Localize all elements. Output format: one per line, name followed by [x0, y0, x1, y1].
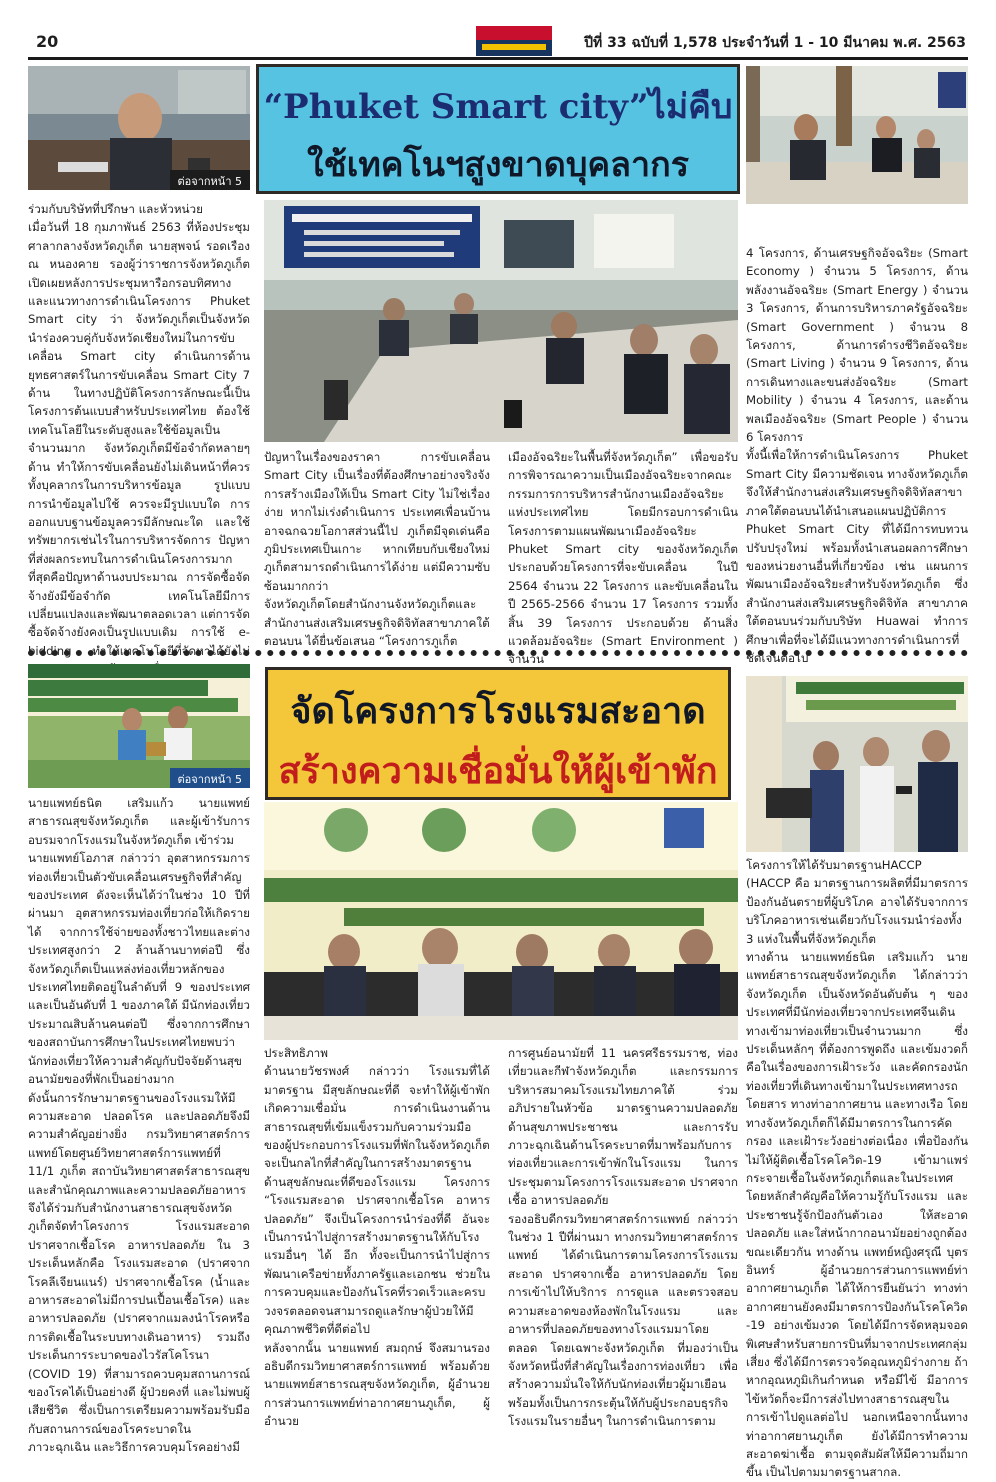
article1-col3-text: เมืองอัจฉริยะในพื้นที่จังหวัดภูเก็ต” เพื่อขอรับการพิจารณาความเป็นเมืองอัจฉริยะจากคณะกรรมการการบริหารสำนักงานเมืองอัจฉริยะแห่งประเทศไทย โดยมีกรอบการดำเนินโครงการตามแผนพัฒนาเมืองอัจฉริยะ Phuket Smart city ของจังหวัดภูเก็ต ประกอบด้วยโครงการที่จะขับเคลื่อน ในปี 2564 จำนวน 22 โครงการ และขับเคลื่อนในปี 2565-2566 จำนวน 17 โครงการ รวมทั้งสิ้น 39 โครงการ ประกอบด้วย ด้านสิ่งแวดล้อมอัจฉริยะ (Smart Environment ) จำนวน	[508, 450, 738, 667]
article1-col1-text: ร่วมกับบริษัทที่ปรึกษา และหัวหน่วย เมื่อวันที่ 18 กุมภาพันธ์ 2563 ที่ห้องประชุมศาลากลางจังหวัดภูเก็ต นายสุพจน์ รอดเรือง ณ หนองคาย รองผู้ว่าราชการจังหวัดภูเก็ต เปิดเผยหลังการประชุมหารือกรอบทิศทางและแนวทางการดำเนินโครงการ Phuket Smart city ว่า จังหวัดภูเก็ตเป็นจังหวัดนำร่องควบคู่กับจังหวัดเชียงใหม่ในการขับเคลื่อน Smart city ดำเนินการด้านยุทธศาสตร์ในการขับเคลื่อน Smart City 7 ด้าน ในทางปฏิบัติโครงการลักษณะนี้เป็นโครงการต้นแบบสำหรับประเทศไทย ต้องใช้เทคโนโลยีในระดับสูงและใช้ข้อมูลเป็นจำนวนมาก จังหวัดภูเก็ตมีข้อจำกัดหลายๆ ด้าน ทำให้การขับเคลื่อนยังไม่เดินหน้าที่ควรทั้งบุคลากรในการบริหารข้อมูล รูปแบบการนำข้อมูลไปใช้ ควรจะมีรูปแบบใด การออกแบบฐานข้อมูลควรมีลักษณะใด และใช้ทรัพยากรเช่นไรในการบริหารจัดการ ปัญหาที่ส่งผลกระทบในการดำเนินโครงการมากที่สุดคือปัญหาด้านงบประมาณ การจัดซื้อจัดจ้างยังมีข้อจำกัด เทคโนโลยีมีการเปลี่ยนแปลงและพัฒนาตลอดเวลา แต่การจัดซื้อจัดจ้างยังคงเป็นรูปแบบเดิม การใช้ e-bidding ทำให้เทคโนโลยีที่จัดหาได้ยังไม่	[28, 202, 250, 658]
article1-column-3	[508, 448, 738, 669]
article1-headline-box	[256, 64, 740, 194]
article1-column-1	[28, 200, 250, 679]
article1-col2-text: ปัญหาในเรื่องของราคา การขับเคลื่อน Smart City เป็นเรื่องที่ต้องศึกษาอย่างจริงจัง การสร้างเมืองให้เป็น Smart City ไม่ใช่เรื่องง่าย หากไม่เร่งดำเนินการ ประเทศเพื่อนบ้านอาจฉกฉวยโอกาสส่วนนี้ไป ภูเก็ตมีจุดเด่นคือภูมิประเทศเป็นเกาะ หากเทียบกับเชียงใหม่ภูเก็ตสามารถดำเนินการได้ง่าย แต่มีความซับซ้อนมากกว่า จังหวัดภูเก็ตโดยสำนักงานจังหวัดภูเก็ตและสำนักงานส่งเสริมเศรษฐกิจดิจิทัลสาขาภาคใต้ตอนบน ได้ยื่นข้อเสนอ “โครงการภูเก็ต	[264, 450, 490, 649]
article2-col4-text: โครงการให้ได้รับมาตรฐานHACCP (HACCP คือ มาตรฐานการผลิตที่มีมาตรการป้องกันอันตรายที่ผู้บริโภค อาจได้รับจากการบริโภคอาหารเช่นเดียวกับโรงแรมนำร่องทั้ง 3 แห่งในพื้นที่จังหวัดภูเก็ต ทางด้าน นายแพทย์ธนิต เสริมแก้ว นายแพทย์สาธารณสุขจังหวัดภูเก็ต ได้กล่าวว่า จังหวัดภูเก็ต เป็นจังหวัดอันดับต้น ๆ ของประเทศที่มีนักท่องเที่ยวจากประเทศจีนเดินทางเข้ามาท่องเที่ยวเป็นจำนวนมาก ซึ่งประเด็นหลักๆ ที่ต้องการพูดถึง และเข้มงวดก็คือในเรื่องของการเฝ้าระวัง และคัดกรองนักท่องเที่ยวที่เดินทางเข้ามาในประเทศทางรถโดยสาร ทางท่าอากาศยาน และทางเรือ โดยทางจังหวัดภูเก็ตก็ได้มีมาตรการในการคัดกรอง และเฝ้าระวังอย่างต่อเนื่อง เพื่อป้องกันไม่ให้ผู้ติดเชื้อโรคโควิด-19 เข้ามาแพร่กระจายเชื้อในจังหวัดภูเก็ตและในประเทศ โดยหลักสำคัญคือให้ความรู้กับโรงแรม และประชาชนรู้จักป้องกันตัวเอง ให้สะอาด ปลอดภัย และใส่หน้ากากอนามัยอย่างถูกต้อง ขณะเดียวกัน ทางด้าน แพทย์หญิงศรุณี บุตรอินทร์ ผู้อำนวยการส่วนการแพทย์ท่าอากาศยานภูเก็ต ได้ให้การยืนยันว่า ทางท่าอากาศยานยังคงมีมาตรการป้องกันโรคโควิด -19 อย่างเข้มงวด โดยได้มีการจัดหลุมจอดพิเศษสำหรับสายการบินที่มาจากประเทศกลุ่มเสี่ยง ซึ่งได้มีการตรวจวัดอุณหภูมิร่างกาย ถ้าหากอุณหภูมิเกินกำหนด หรือมีไข้ มีอาการไข้หวัดก็จะมีการส่งไปทางสาธารณสุขในการเข้าไปดูแลต่อไป นอกเหนือจากนั้นทางท่าอากาศยานภูเก็ต ยังได้มีการทำความสะอาดฆ่าเชื้อ ตามจุดสัมผัสให้มีความถี่มากขึ้น เป็นไปตามมาตรฐานสากล.	[746, 858, 968, 1480]
article2-headline-box	[265, 667, 731, 800]
article2-column-1	[28, 794, 250, 1457]
continued-from-tag-2: ต่อจากหน้า 5	[170, 768, 250, 788]
article2-column-3	[508, 1044, 738, 1431]
article1-col4-text: 4 โครงการ, ด้านเศรษฐกิจอัจฉริยะ (Smart Economy ) จำนวน 5 โครงการ, ด้านพลังงานอัจฉริยะ (Smart Energy ) จำนวน 3 โครงการ, ด้านการบริหารภาครัฐอัจฉริยะ (Smart Government ) จำนวน 8 โครงการ, ด้านการดำรงชีวิตอัจฉริยะ (Smart Living ) จำนวน 9 โครงการ, ด้านการเดินทางและขนส่งอัจฉริยะ (Smart Mobility ) จำนวน 4 โครงการ, และด้านพลเมืองอัจฉริยะ (Smart People ) จำนวน 6 โครงการ ทั้งนี้เพื่อให้การดำเนินโครงการ Phuket Smart City มีความชัดเจน ทางจังหวัดภูเก็ตจึงให้สำนักงานส่งเสริมเศรษฐกิจดิจิทัลสาขาภาคใต้ตอนบนได้นำเสนอแผนปฏิบัติการ Phuket Smart City ที่ได้มีการทบทวนปรับปรุงใหม่ พร้อมทั้งนำเสนอผลการศึกษาของหน่วยงานอื่นที่เกี่ยวข้อง เช่น แผนการพัฒนาเมืองอัจฉริยะสำหรับจังหวัดภูเก็ต ซึ่งสำนักงานส่งเสริมเศรษฐกิจดิจิทัล สาขาภาคใต้ตอนบนร่วมกับบริษัท Huawai ทำการศึกษาเพื่อที่จะได้มีแนวทางการดำเนินการที่ชัดเจนต่อไป	[746, 246, 968, 665]
continued-from-tag: ต่อจากหน้า 5	[170, 170, 250, 190]
article2-headline-line2: สร้างความเชื่อมั่นให้ผู้เข้าพัก	[278, 750, 718, 792]
page-number: 20	[36, 32, 59, 51]
article1-photo-meeting-right	[746, 66, 968, 204]
article2-column-4	[746, 856, 968, 1482]
section-divider	[28, 650, 968, 656]
article1-photo-command-center	[264, 200, 738, 442]
article1-headline-line2: ใช้เทคโนฯสูงขาดบุคลากร	[307, 145, 689, 185]
article2-column-2	[264, 1044, 490, 1431]
article2-headline-line1: จัดโครงการโรงแรมสะอาด	[290, 690, 706, 732]
article2-col3-text: การศูนย์อนามัยที่ 11 นครศรีธรรมราช, ท่องเที่ยวและกีฬาจังหวัดภูเก็ต และกรรมการบริหารสมาคมโรงแรมไทยภาคใต้ ร่วมอภิปรายในหัวข้อ มาตรฐานความปลอดภัยด้านสุขภาพประชาชน และการรับภาวะฉุกเฉินด้านโรคระบาดที่มาพร้อมกับการท่องเที่ยวและการเข้าพักในโรงแรม ในการประชุมตามโครงการโรงแรมสะอาด ปราศจากเชื้อ อาหารปลอดภัย รองอธิบดีกรมวิทยาศาสตร์การแพทย์ กล่าวว่า ในช่วง 1 ปีที่ผ่านมา ทางกรมวิทยาศาสตร์การแพทย์ ได้ดำเนินการตามโครงการโรงแรมสะอาด ปราศจากเชื้อ อาหารปลอดภัย โดยการเข้าไปให้บริการ การดูแล และตรวจสอบความสะอาดของห้องพักในโรงแรม และอาหารที่ปลอดภัยของทางโรงแรมมาโดยตลอด โดยเฉพาะจังหวัดภูเก็ต ที่มองว่าเป็นจังหวัดหนึ่งที่สำคัญในเรื่องการท่องเที่ยว เพื่อสร้างความมั่นใจให้กับนักท่องเที่ยวผู้มาเยือน พร้อมทั้งเป็นการกระตุ้นให้กับผู้ประกอบธุรกิจโรงแรมในรายอื่นๆ ในการดำเนินการตาม	[508, 1046, 738, 1429]
page-header	[28, 24, 968, 60]
newspaper-logo	[476, 26, 552, 56]
article2-col1-text: นายแพทย์ธนิต เสริมแก้ว นายแพทย์สาธารณสุขจังหวัดภูเก็ต และผู้เข้ารับการอบรมจากโรงแรมในจังหวัดภูเก็ต เข้าร่วม นายแพทย์โอภาส กล่าวว่า อุตสาหกรรมการท่องเที่ยวเป็นตัวขับเคลื่อนเศรษฐกิจที่สำคัญของประเทศ ดังจะเห็นได้ว่าในช่วง 10 ปีที่ผ่านมา อุตสาหกรรมท่องเที่ยวก่อให้เกิดรายได้ จากการใช้จ่ายของทั้งชาวไทยและต่างประเทศสูงกว่า 2 ล้านล้านบาทต่อปี ซึ่งจังหวัดภูเก็ตเป็นแหล่งท่องเที่ยวหลักของประเทศไทยติดอยู่ในลำดับที่ 9 ของประเทศ และเป็นอันดับที่ 1 ของภาคใต้ มีนักท่องเที่ยวประมาณสิบล้านคนต่อปี ซึ่งจากการศึกษาของสถาบันการศึกษาในประเทศไทยพบว่า นักท่องเที่ยวให้ความสำคัญกับปัจจัยด้านสุขอนามัยของที่พักเป็นอย่างมาก ดังนั้นการรักษามาตรฐานของโรงแรมให้มีความสะอาด ปลอดโรค และปลอดภัยจึงมีความสำคัญอย่างยิ่ง กรมวิทยาศาสตร์การแพทย์โดยศูนย์วิทยาศาสตร์การแพทย์ที่ 11/1 ภูเก็ต สถาบันวิทยาศาสตร์สาธารณสุข และสำนักคุณภาพและความปลอดภัยอาหาร จึงได้ร่วมกับสำนักงานสาธารณสุขจังหวัดภูเก็ตจัดทำโครงการ โรงแรมสะอาด ปราศจากเชื้อโรค อาหารปลอดภัย ใน 3 ประเด็นหลักคือ โรงแรมสะอาด (ปราศจากโรคลีเจียนแนร์) ปราศจากเชื้อโรค (น้ำและอาหารสะอาดไม่มีการปนเปื้อนเชื้อโรค) และอาหารปลอดภัย (ปราศจากแมลงนำโรคหรือการติดเชื้อในระบบทางเดินอาหาร) รวมถึงประเด็นการระบาดของไวรัสโคโรนา (COVID 19) ที่สามารถควบคุมสถานการณ์ของโรคได้เป็นอย่างดี ผู้ป่วยคงที่ และไม่พบผู้เสียชีวิต ซึ่งเป็นการเตรียมความพร้อมรับมือกับสถานการณ์ของโรคระบาดในภาวะฉุกเฉิน และวิธีการควบคุมโรคอย่างมี	[28, 796, 250, 1455]
article1-photo-speaker	[28, 66, 250, 190]
article1-headline-line1: “Phuket Smart city”ไม่คืบ	[263, 87, 733, 127]
article2-photo-certificate	[28, 664, 250, 788]
article2-photo-hotel-event	[264, 802, 738, 1040]
article2-col2-text: ประสิทธิภาพ ด้านนายวัชรพงศ์ กล่าวว่า โรงแรมที่ได้มาตรฐาน มีสุขลักษณะที่ดี จะทำให้ผู้เข้าพักเกิดความเชื่อมั่น การดำเนินงานด้านสาธารณสุขที่เข้มแข็งรวมกับความร่วมมือของผู้ประกอบการโรงแรมที่พักในจังหวัดภูเก็ต จะเป็นกลไกที่สำคัญในการสร้างมาตรฐานด้านสุขลักษณะที่ดีของโรงแรม โครงการ “โรงแรมสะอาด ปราศจากเชื้อโรค อาหารปลอดภัย” จึงเป็นโครงการนำร่องที่ดี อันจะเป็นการนำไปสู่การสร้างมาตรฐานให้กับโรงแรมอื่นๆ ได้ อีก ทั้งจะเป็นการนำไปสู่การพัฒนาเครือข่ายทั้งภาครัฐและเอกชน ช่วยในการควบคุมและป้องกันโรคที่รวดเร็วและครบวงจรตลอดจนสามารถดูแลรักษาผู้ป่วยให้มีคุณภาพชีวิตที่ดีต่อไป หลังจากนั้น นายแพทย์ สมฤกษ์ จึงสมานรองอธิบดีกรมวิทยาศาสตร์การแพทย์ พร้อมด้วย นายแพทย์สาธารณสุขจังหวัดภูเก็ต, ผู้อำนวยการส่วนการแพทย์ท่าอากาศยานภูเก็ต, ผู้อำนวย	[264, 1046, 490, 1429]
article2-photo-interview	[746, 676, 968, 852]
issue-date-line: ปีที่ 33 ฉบับที่ 1,578 ประจำวันที่ 1 - 10 มีนาคม พ.ศ. 2563	[584, 35, 966, 51]
article1-column-4	[746, 244, 968, 667]
article1-column-2	[264, 448, 490, 650]
